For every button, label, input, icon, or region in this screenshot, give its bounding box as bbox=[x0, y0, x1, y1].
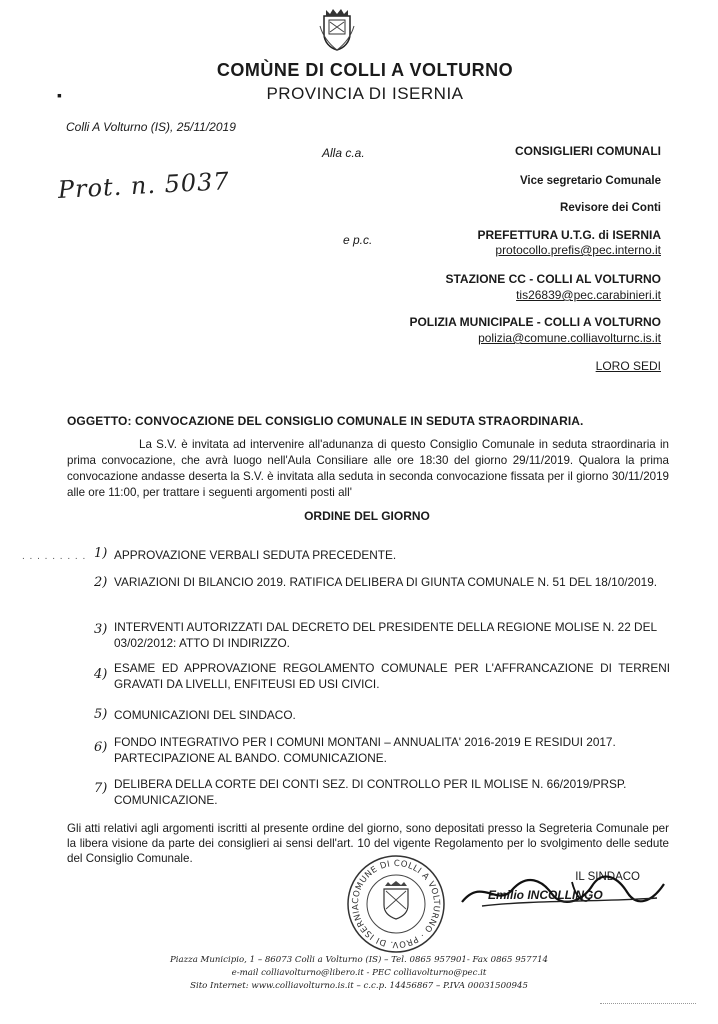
recipient-3: Revisore dei Conti bbox=[560, 202, 661, 214]
margin-mark: ▪ bbox=[57, 87, 62, 103]
agenda-item-4-text: ESAME ED APPROVAZIONE REGOLAMENTO COMUNALE PER L'AFFRANCAZIONE DI TERRENI GRAVATI DA LIVELLI, ENFITEUSI ED USI CIVICI. bbox=[114, 661, 670, 691]
official-stamp bbox=[344, 853, 448, 955]
municipal-crest bbox=[318, 6, 356, 52]
agenda-item-1-number: 1) bbox=[94, 546, 108, 561]
agenda-item-6-number: 6) bbox=[94, 740, 108, 755]
intro-text: La S.V. è invitata ad intervenire all'adunanza di questo Consiglio Comunale in seduta straordinaria in prima convocazione, che avrà luogo nell'Aula Consiliare alle ore 18:30 del giorno 29/11/2019. Qualora la prima convocazione andasse deserta la S.V. è invitata alla seduta in seconda convocazione fissata per il giorno 30/11/2019 alle ore 11:00, per trattare i seguenti argomenti posti all' bbox=[67, 438, 669, 499]
agenda-item-6-text: FONDO INTEGRATIVO PER I COMUNI MONTANI – ANNUALITA' 2016-2019 E RESIDUI 2017. PARTECIPAZIONE AL BANDO. COMUNICAZIONE. bbox=[114, 735, 616, 765]
scan-artifact-line bbox=[600, 1003, 696, 1004]
subject-line: OGGETTO: CONVOCAZIONE DEL CONSIGLIO COMUNALE IN SEDUTA STRAORDINARIA. bbox=[67, 414, 584, 428]
agenda-item-4-number: 4) bbox=[94, 667, 108, 682]
agenda-item-2-text: VARIAZIONI DI BILANCIO 2019. RATIFICA DELIBERA DI GIUNTA COMUNALE N. 51 DEL 18/10/2019. bbox=[114, 575, 658, 589]
mayor-name: Emilio INCOLLINGO bbox=[488, 888, 603, 902]
agenda-item-7-text: DELIBERA DELLA CORTE DEI CONTI SEZ. DI CONTROLLO PER IL MOLISE N. 66/2019/PRSP. COMUNICAZIONE. bbox=[114, 777, 627, 807]
margin-dots: . . . . . . . . . bbox=[22, 551, 87, 562]
agenda-item-7-number: 7) bbox=[94, 781, 108, 796]
recipient-4-email[interactable]: protocollo.prefis@pec.interno.it bbox=[495, 243, 661, 257]
recipient-4: PREFETTURA U.T.G. di ISERNIA bbox=[477, 228, 661, 242]
agenda-item-1-text: APPROVAZIONE VERBALI SEDUTA PRECEDENTE. bbox=[114, 548, 397, 562]
protocol-number-handwritten: Prot. n. 5037 bbox=[57, 167, 231, 204]
agenda-item-5-number: 5) bbox=[94, 707, 108, 722]
agenda-title: ORDINE DEL GIORNO bbox=[304, 509, 430, 523]
agenda-item-3-text: INTERVENTI AUTORIZZATI DAL DECRETO DEL PRESIDENTE DELLA REGIONE MOLISE N. 22 DEL 03/02/2012: ATTO DI INDIRIZZO. bbox=[114, 620, 657, 650]
province-name: PROVINCIA DI ISERNIA bbox=[266, 84, 464, 103]
recipient-2: Vice segretario Comunale bbox=[519, 175, 661, 187]
handwritten-signature bbox=[452, 872, 672, 912]
recipient-5: STAZIONE CC - COLLI AL VOLTURNO bbox=[445, 272, 661, 286]
recipient-1: CONSIGLIERI COMUNALI bbox=[515, 144, 661, 158]
agenda-item-3-number: 3) bbox=[94, 622, 108, 637]
recipient-6-email[interactable]: polizia@comune.colliavolturnc.is.it bbox=[478, 331, 661, 345]
recipient-5-email[interactable]: tis26839@pec.carabinieri.it bbox=[516, 288, 661, 302]
agenda-item-5-text: COMUNICAZIONI DEL SINDACO. bbox=[114, 708, 296, 722]
closing-paragraph: Gli atti relativi agli argomenti iscritti al presente ordine del giorno, sono depositati presso la Segreteria Comunale per la libera visione da parte dei consiglieri ai sensi dell'art. 10 del vigente Regolamento per lo svolgimento delle sedute del Consiglio Comunale. bbox=[67, 822, 669, 865]
alla-label: Alla c.a. bbox=[322, 146, 365, 160]
footer-email: e-mail colliavolturno@libero.it - PEC colliavolturno@pec.it bbox=[231, 968, 487, 978]
mayor-title: IL SINDACO bbox=[575, 871, 640, 883]
recipient-7: LORO SEDI bbox=[595, 359, 661, 373]
epc-label: e p.c. bbox=[343, 233, 373, 247]
footer-address: Piazza Municipio, 1 – 86073 Colli a Volturno (IS) – Tel. 0865 957901- Fax 0865 957714 bbox=[169, 955, 549, 965]
municipality-name: COMÙNE DI COLLI A VOLTURNO bbox=[216, 60, 514, 80]
agenda-item-2-number: 2) bbox=[94, 575, 108, 590]
svg-text:COMUNE DI COLLI A VOLTURNO · P bbox=[351, 859, 441, 949]
footer-website: Sito Internet: www.colliavolturno.is.it – c.c.p. 14456867 – P.IVA 00031500945 bbox=[190, 981, 528, 991]
recipient-6: POLIZIA MUNICIPALE - COLLI A VOLTURNO bbox=[409, 315, 661, 329]
intro-paragraph bbox=[67, 437, 669, 501]
stamp-text: COMUNE DI COLLI A VOLTURNO · PROV. DI ISERNIA bbox=[350, 858, 442, 950]
date-line: Colli A Volturno (IS), 25/11/2019 bbox=[66, 120, 236, 134]
